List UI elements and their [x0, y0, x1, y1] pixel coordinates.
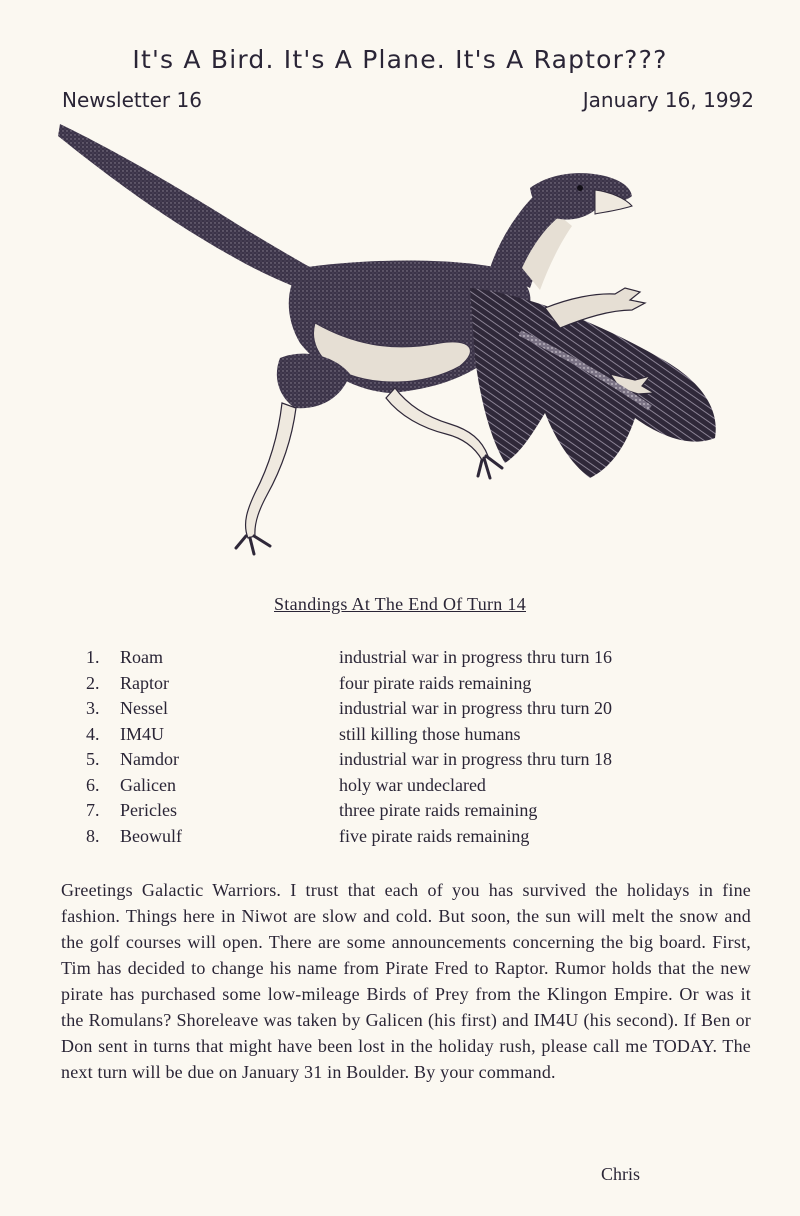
rank: 3.: [86, 698, 100, 718]
player-status: four pirate raids remaining: [339, 672, 532, 693]
rank: 2.: [86, 672, 100, 693]
player-name: Namdor: [120, 749, 179, 769]
player-status: industrial war in progress thru turn 18: [339, 749, 612, 769]
player-status: holy war undeclared: [339, 774, 486, 795]
player-status: five pirate raids remaining: [339, 825, 530, 846]
raptor-illustration-icon: [50, 118, 740, 568]
rank: 4.: [86, 723, 100, 744]
rank: 1.: [86, 647, 100, 667]
player-name: IM4U: [120, 723, 164, 744]
player-status: still killing those humans: [339, 723, 521, 744]
rank: 7.: [86, 800, 100, 820]
player-name: Raptor: [120, 672, 169, 693]
player-status: industrial war in progress thru turn 20: [339, 698, 612, 718]
rank: 5.: [86, 749, 100, 769]
newsletter-title: It's A Bird. It's A Plane. It's A Raptor???: [132, 44, 668, 74]
standings-row: [86, 774, 746, 800]
player-status: industrial war in progress thru turn 16: [339, 647, 612, 667]
standings-row: [86, 697, 746, 723]
standings-row: [86, 646, 746, 672]
rank: 8.: [86, 825, 100, 846]
player-status: three pirate raids remaining: [339, 800, 538, 820]
rank: 6.: [86, 774, 100, 795]
player-name: Roam: [120, 647, 163, 667]
issue-date: January 16, 1992: [582, 88, 754, 112]
standings-row: [86, 672, 746, 698]
issue-number: Newsletter 16: [62, 88, 202, 112]
standings-row: [86, 825, 746, 851]
standings-list: [86, 646, 746, 850]
signature: Chris: [601, 1164, 641, 1184]
standings-row: [86, 748, 746, 774]
player-name: Beowulf: [120, 825, 182, 846]
letter-body: Greetings Galactic Warriors. I trust that each of you has survived the holidays in fine fashion. Things here in Niwot are slow and cold. But soon, the sun will melt the snow and the golf courses will open. There are some announcements concerning the big board. First, Tim has decided to change his name from Pirate Fred to Raptor. Rumor holds that the new pirate has purchased some low-mileage Birds of Prey from the Klingon Empire. Or was it the Romulans? Shoreleave was taken by Galicen (his first) and IM4U (his second). If Ben or Don sent in turns that might have been lost in the holiday rush, please call me TODAY. The next turn will be due on January 31 in Boulder. By your command.: [61, 880, 751, 1082]
standings-row: [86, 799, 746, 825]
player-name: Galicen: [120, 774, 176, 795]
standings-row: [86, 723, 746, 749]
player-name: Nessel: [120, 698, 168, 718]
standings-title: Standings At The End Of Turn 14: [274, 594, 526, 614]
player-name: Pericles: [120, 800, 177, 820]
